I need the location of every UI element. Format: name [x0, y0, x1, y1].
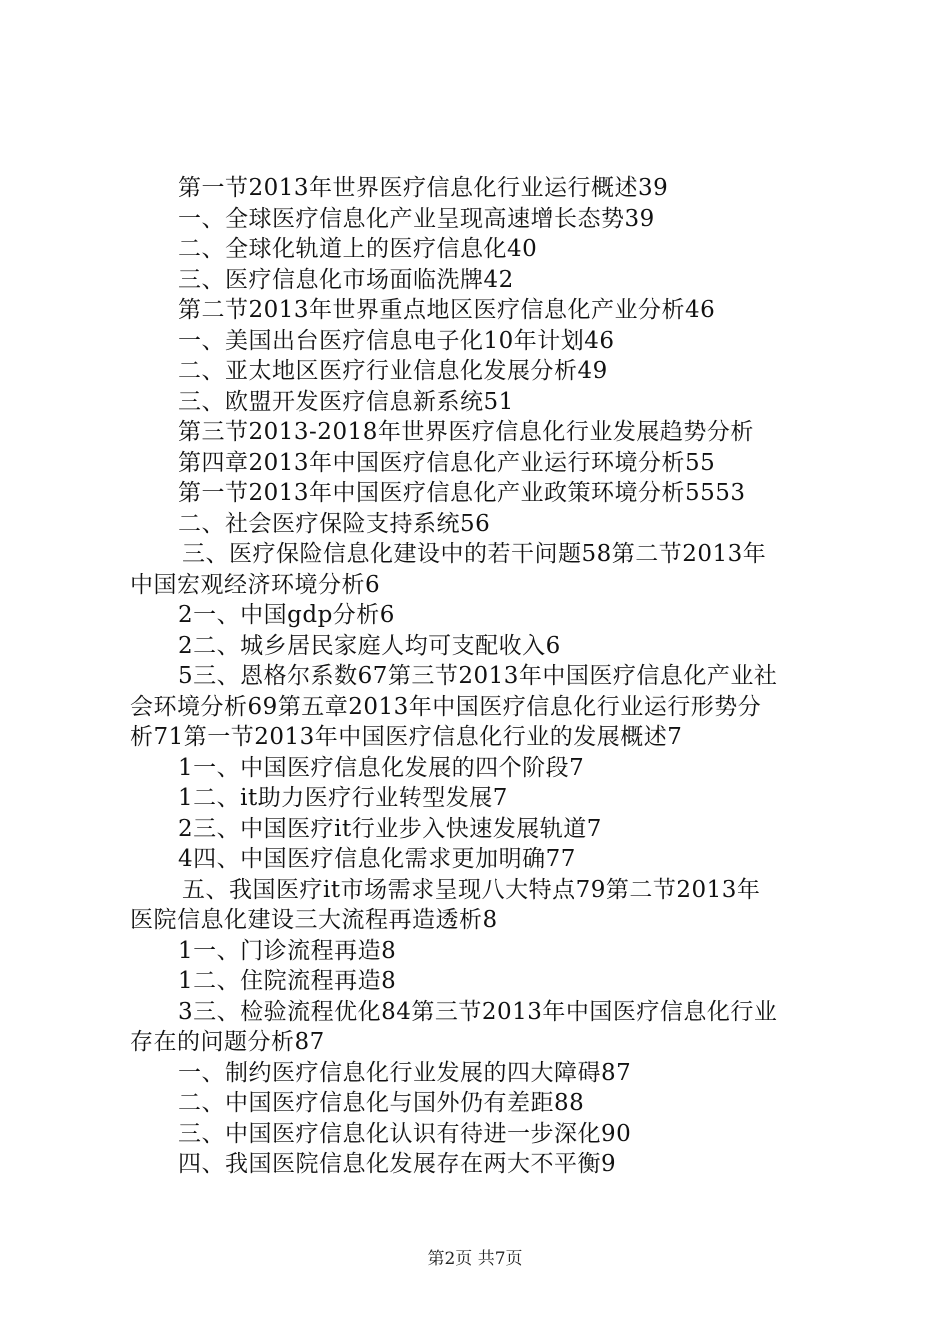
page-footer: 第2页 共7页: [427, 1249, 523, 1269]
toc-line: 1一、中国医疗信息化发展的四个阶段7: [178, 754, 585, 781]
toc-line: 二、社会医疗保险支持系统56: [178, 510, 491, 537]
toc-line: 3三、检验流程优化84第三节2013年中国医疗信息化行业: [178, 998, 778, 1025]
toc-line: 5三、恩格尔系数67第三节2013年中国医疗信息化产业社: [178, 663, 778, 689]
toc-line: 中国宏观经济环境分析6: [130, 571, 381, 598]
toc-line: 三、欧盟开发医疗信息新系统51: [178, 388, 514, 415]
toc-line: 医院信息化建设三大流程再造透析8: [130, 907, 498, 933]
toc-line: 一、制约医疗信息化行业发展的四大障碍87: [178, 1059, 632, 1086]
toc-line: 四、我国医院信息化发展存在两大不平衡9: [178, 1151, 617, 1177]
toc-line: 析71第一节2013年中国医疗信息化行业的发展概述7: [130, 724, 683, 750]
toc-line: 一、全球医疗信息化产业呈现高速增长态势39: [178, 205, 655, 232]
toc-line: 第一节2013年世界医疗信息化行业运行概述39: [178, 175, 669, 201]
toc-line: 4四、中国医疗信息化需求更加明确77: [178, 846, 576, 872]
toc-line: 会环境分析69第五章2013年中国医疗信息化行业运行形势分: [130, 693, 762, 720]
toc-line: 2一、中国gdp分析6: [178, 602, 395, 628]
toc-line: 第四章2013年中国医疗信息化产业运行环境分析55: [178, 449, 716, 476]
toc-line: 二、中国医疗信息化与国外仍有差距88: [178, 1090, 585, 1116]
toc-line: 二、全球化轨道上的医疗信息化40: [178, 236, 538, 262]
toc-line: 第三节2013-2018年世界医疗信息化行业发展趋势分析: [178, 419, 754, 445]
toc-content: [130, 173, 835, 1180]
toc-line: 存在的问题分析87: [130, 1029, 325, 1055]
toc-line: 三、医疗信息化市场面临洗牌42: [178, 266, 514, 293]
toc-line: 2三、中国医疗it行业步入快速发展轨道7: [178, 815, 602, 842]
toc-line: 2二、城乡居民家庭人均可支配收入6: [178, 632, 561, 659]
toc-line: 三、中国医疗信息化认识有待进一步深化90: [178, 1120, 632, 1147]
toc-line: 第一节2013年中国医疗信息化产业政策环境分析5553: [178, 480, 746, 506]
toc-line: 一、美国出台医疗信息电子化10年计划46: [178, 327, 615, 354]
toc-line: 三、医疗保险信息化建设中的若干问题58第二节2013年: [182, 541, 767, 567]
toc-line: 第二节2013年世界重点地区医疗信息化产业分析46: [178, 297, 716, 323]
toc-line: 1二、住院流程再造8: [178, 968, 397, 994]
toc-line: 1一、门诊流程再造8: [178, 937, 397, 964]
toc-line: 二、亚太地区医疗行业信息化发展分析49: [178, 358, 608, 384]
toc-line: 五、我国医疗it市场需求呈现八大特点79第二节2013年: [182, 876, 761, 903]
toc-line: 1二、it助力医疗行业转型发展7: [178, 785, 508, 811]
